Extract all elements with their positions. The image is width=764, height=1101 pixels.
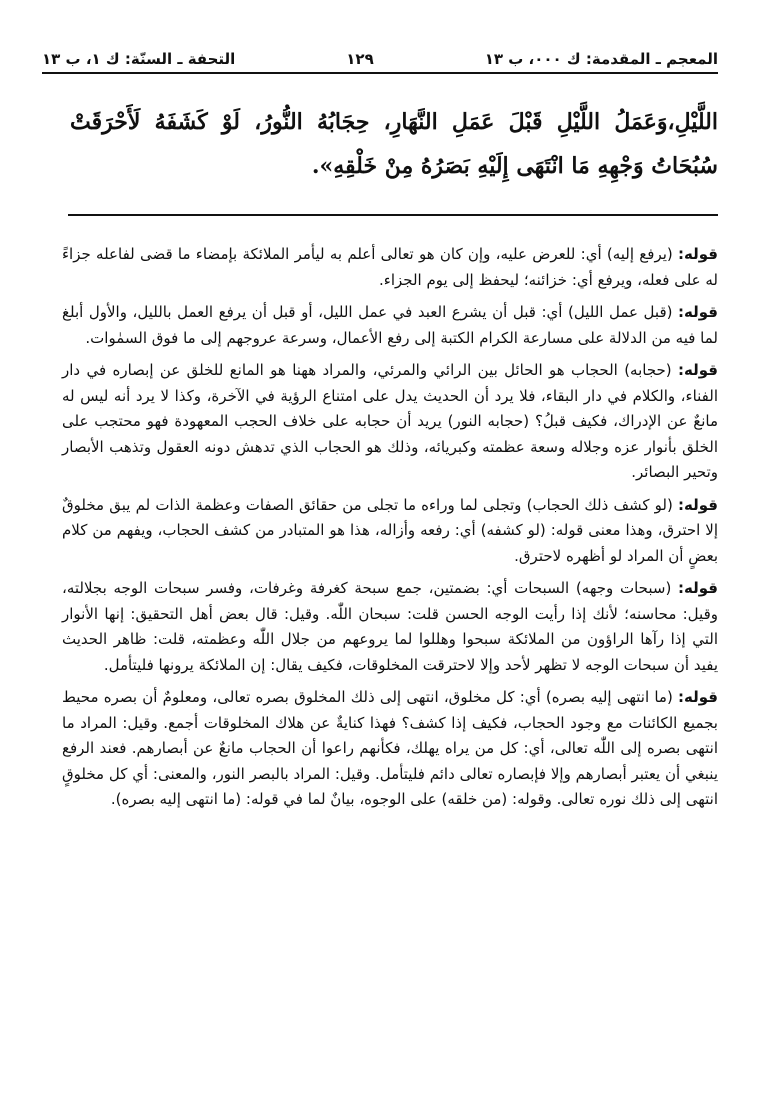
paragraph-keyword: قوله: (678, 579, 718, 597)
commentary-section (62, 242, 718, 820)
commentary-paragraph (62, 358, 718, 486)
paragraph-keyword: قوله: (678, 688, 718, 706)
paragraph-keyword: قوله: (678, 245, 718, 263)
paragraph-keyword: قوله: (678, 361, 718, 379)
header-rule (42, 72, 718, 74)
paragraph-text: (قبل عمل الليل) أي: قبل أن يشرع العبد في عمل الليل، أو قبل أن يرفع العمل بالليل، والأول أبلغ لما فيه من الدلالة على مسارعة الكرام الكتبة إلى رفع الأعمال، وسرعة عروجهم إلى ما فوق السمٰوات. (62, 303, 718, 347)
commentary-paragraph (62, 685, 718, 813)
paragraph-keyword: قوله: (678, 303, 718, 321)
header-right-reference: المعجم ـ المقدمة: ك ٠٠٠، ب ١٣ (484, 50, 718, 68)
paragraph-text: (لو كشف ذلك الحجاب) وتجلى لما وراءه ما تجلى من حقائق الصفات وعظمة الذات لم يبق مخلوقٌ إلا احترق، وهذا معنى قوله: (لو كشفه) أي: رفعه وأزاله، هذا هو المتبادر من كشف الحجاب، ويفهم من كلام بعضٍ أن المراد لو أظهره لاحترق. (62, 495, 718, 565)
paragraph-text: (يرفع إليه) أي: للعرض عليه، وإن كان هو تعالى أعلم به ليأمر الملائكة بإمضاء ما قضى لفاعله جزاءً له على فعله، ويرفع أي: خزائنه؛ ليحفظ إلى يوم الجزاء. (62, 245, 718, 289)
paragraph-text: (حجابه) الحجاب هو الحائل بين الرائي والمرئي، والمراد ههنا هو المانع للخلق عن إبصاره في دار الفناء، والكلام في دار البقاء، فلا يرد أن الحديث يدل على امتناع الرؤية في الآخرة، وكذا لا يرد أنه ليس له مانعٌ عن الإدراك، فكيف قبلُ؟ (حجابه النور) يريد أن حجابه على خلاف الحجب المعهودة فهو محتجب على الخلق بأنوار عزه وجلاله وسعة عظمته وكبريائه، وذلك هو الحجاب الذي تدهش دونه العقول وتذهب الأبصار وتحير البصائر. (62, 361, 718, 481)
commentary-paragraph (62, 242, 718, 293)
commentary-paragraph (62, 576, 718, 678)
page-number: ١٢٩ (346, 50, 374, 68)
footnote-separator (68, 214, 718, 216)
hadith-text: اللَّيْلِ،وَعَمَلُ اللَّيْلِ قَبْلَ عَمَلِ النَّهَارِ، حِجَابُهُ النُّورُ، لَوْ كَشَفَهُ لَأَحْرَقَتْ سُبُحَاتُ وَجْهِهِ مَا انْتَهَى إِلَيْهِ بَصَرُهُ مِنْ خَلْقِهِ». (70, 109, 718, 179)
paragraph-text: (ما انتهى إليه بصره) أي: كل مخلوق، انتهى إلى ذلك المخلوق بصره تعالى، ومعلومٌ أن بصره محيط بجميع الكائنات مع وجود الحجاب، فكيف إذا كشف؟ فهذا كنايةٌ عن هلاك المخلوقات أجمع. وقيل: المراد ما انتهى بصره إلى اللّٰه تعالى، أي: كل من يراه يهلك، فكأنهم راعوا أن الحجاب مانعٌ عن أبصارهم. فعند الرفع ينبغي أن يعتبر أبصارهم وإلا فإبصاره تعالى دائم فليتأمل. وقيل: المراد بالبصر النور، والمعنى: أي كل مخلوقٍ انتهى إلى ذلك نوره تعالى. وقوله: (من خلقه) على الوجوه، بيانٌ لما في قوله: (ما انتهى إليه بصره). (62, 688, 718, 808)
paragraph-keyword: قوله: (678, 495, 718, 514)
commentary-paragraph (62, 300, 718, 351)
paragraph-text: (سبحات وجهه) السبحات أي: بضمتين، جمع سبحة كغرفة وغرفات، وفسر سبحات الوجه بجلالته، وقيل: محاسنه؛ لأنك إذا رأيت الوجه الحسن قلت: سبحان اللّٰه. وقيل: قال بعض أهل التحقيق: إنها الأنوار التي إذا رآها الراؤون من الملائكة سبحوا وهللوا لما يروعهم من جلال اللّٰه وعظمته، قلت: ظاهر الحديث يفيد أن سبحات الوجه لا تظهر لأحد وإلا لاحترقت المخلوقات، فكيف يقال: إن الملائكة يرونها فليتأمل. (62, 579, 718, 674)
commentary-paragraph (62, 493, 718, 570)
header-left-reference: التحفة ـ السنّة: ك ١، ب ١٣ (42, 50, 236, 68)
running-header (42, 48, 718, 70)
